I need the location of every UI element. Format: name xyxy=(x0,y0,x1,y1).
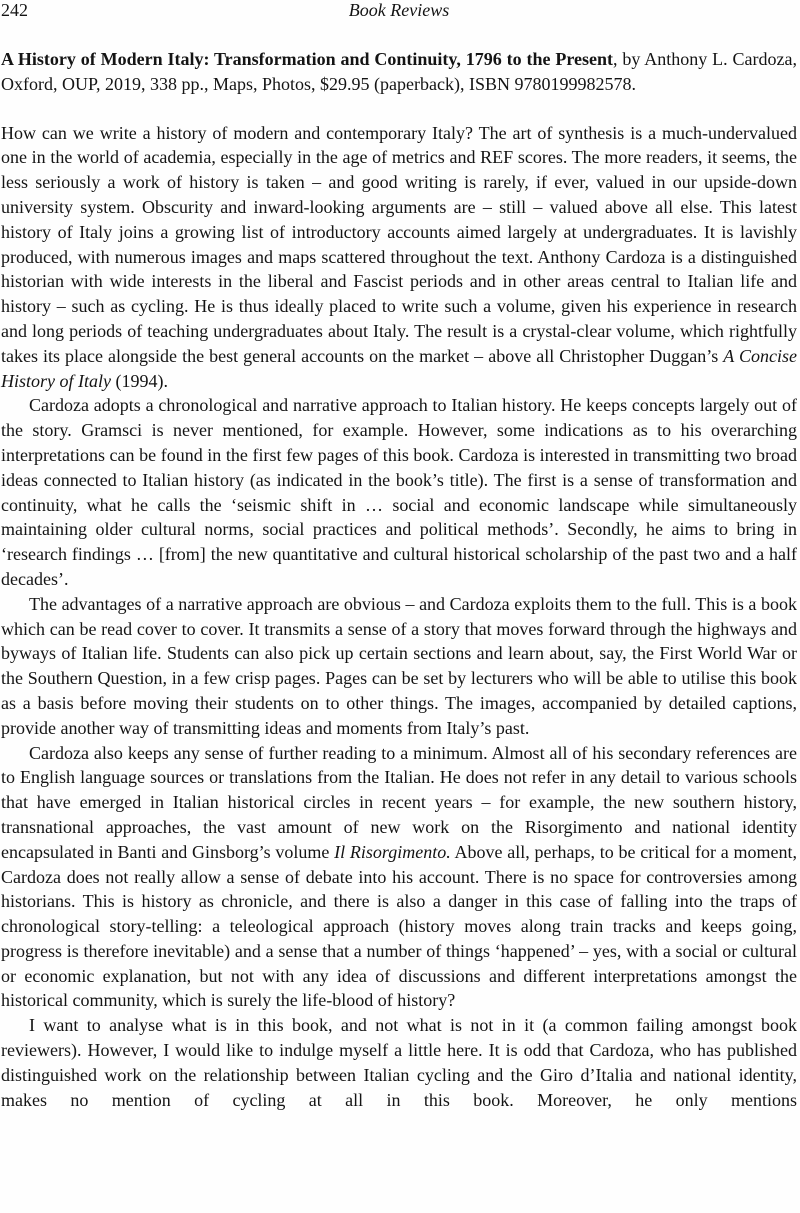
text-run: A Concise History of Italy xyxy=(1,345,797,391)
book-citation xyxy=(1,47,797,97)
text-run: Cardoza also keeps any sense of further reading to a minimum. Almost all of his secondary references are to English language sources or translations from the Italian. He does not refer in any detail to various schools that have emerged in Italian historical circles in recent years – for example, the new southern history, transnational approaches, the vast amount of new work on the Risorgimento and national identity encapsulated in Banti and Ginsborg’s volume xyxy=(1,742,797,862)
body-paragraph xyxy=(1,741,797,1014)
text-run: The advantages of a narrative approach are obvious – and Cardoza exploits them to the full. This is a book which can be read cover to cover. It transmits a sense of a story that moves forward through the highways and byways of Italian life. Students can also pick up certain sections and learn about, say, the First World War or the Southern Question, in a few crisp pages. Pages can be set by lecturers who will be able to utilise this book as a basis before moving their students on to other things. The images, accompanied by detailed captions, provide another way of transmitting ideas and moments from Italy’s past. xyxy=(1,593,797,738)
text-run: Il Risorgimento. xyxy=(334,841,451,862)
text-run: I want to analyse what is in this book, and not what is not in it (a common failing amongst book reviewers). However, I would like to indulge myself a little here. It is odd that Cardoza, who has published distinguished work on the relationship between Italian cycling and the Giro d’Italia and national identity, makes no mention of cycling at all in this book. Moreover, he only mentions xyxy=(1,1015,797,1110)
text-run: How can we write a history of modern and contemporary Italy? The art of synthesis is a much-undervalued one in the world of academia, especially in the age of metrics and REF scores. The more readers, it seems, the less seriously a work of history is taken – and good writing is rarely, if ever, valued in our upside-down university system. Obscurity and inward-looking arguments are – still – valued above all else. This latest history of Italy joins a growing list of introductory accounts aimed largely at undergraduates. It is lavishly produced, with numerous images and maps scattered throughout the text. Anthony Cardoza is a distinguished historian with wide interests in the liberal and Fascist periods and in other areas central to Italian life and history – such as cycling. He is thus ideally placed to write such a volume, given his experience in research and long periods of teaching undergraduates about Italy. The result is a crystal-clear volume, which rightfully takes its place alongside the best general accounts on the market – above all Christopher Duggan’s xyxy=(1,122,797,366)
body-paragraph xyxy=(1,393,797,591)
body-paragraph xyxy=(1,592,797,741)
text-run: Cardoza adopts a chronological and narrative approach to Italian history. He keeps concepts largely out of the story. Gramsci is never mentioned, for example. However, some indications as to his overarching interpretations can be found in the first few pages of this book. Cardoza is interested in transmitting two broad ideas connected to Italian history (as indicated in the book’s title). The first is a sense of transformation and continuity, what he calls the ‘seismic shift in … social and economic landscape while simultaneously maintaining older cultural norms, social practices and political methods’. Secondly, he aims to bring in ‘research findings … [from] the new quantitative and cultural historical scholarship of the past two and a half decades’. xyxy=(1,395,797,589)
review-body xyxy=(1,121,797,1113)
body-paragraph xyxy=(1,121,797,394)
text-run: Above all, perhaps, to be critical for a moment, Cardoza does not really allow a sense of debate into his account. There is no space for controversies among historians. This is history as chronicle, and there is also a danger in this case of falling into the traps of chronological story-telling: a teleological approach (history moves along train tracks and keeps going, progress is therefore inevitable) and a sense that a number of things ‘happened’ – yes, with a social or cultural or economic explanation, but not with any idea of discussions and different interpretations amongst the historical community, which is surely the life-blood of history? xyxy=(1,841,797,1011)
text-run: , by Anthony L. Cardoza, Oxford, OUP, 2019, 338 pp., Maps, Photos, $29.95 (paperback), ISBN 9780199982578. xyxy=(1,49,797,94)
page-header xyxy=(1,0,797,21)
page-number: 242 xyxy=(1,0,28,20)
running-head-title: Book Reviews xyxy=(348,0,450,20)
body-paragraph xyxy=(1,1013,797,1112)
text-run: A History of Modern Italy: Transformation and Continuity, 1796 to the Present xyxy=(1,49,614,69)
text-run: (1994). xyxy=(111,370,168,391)
